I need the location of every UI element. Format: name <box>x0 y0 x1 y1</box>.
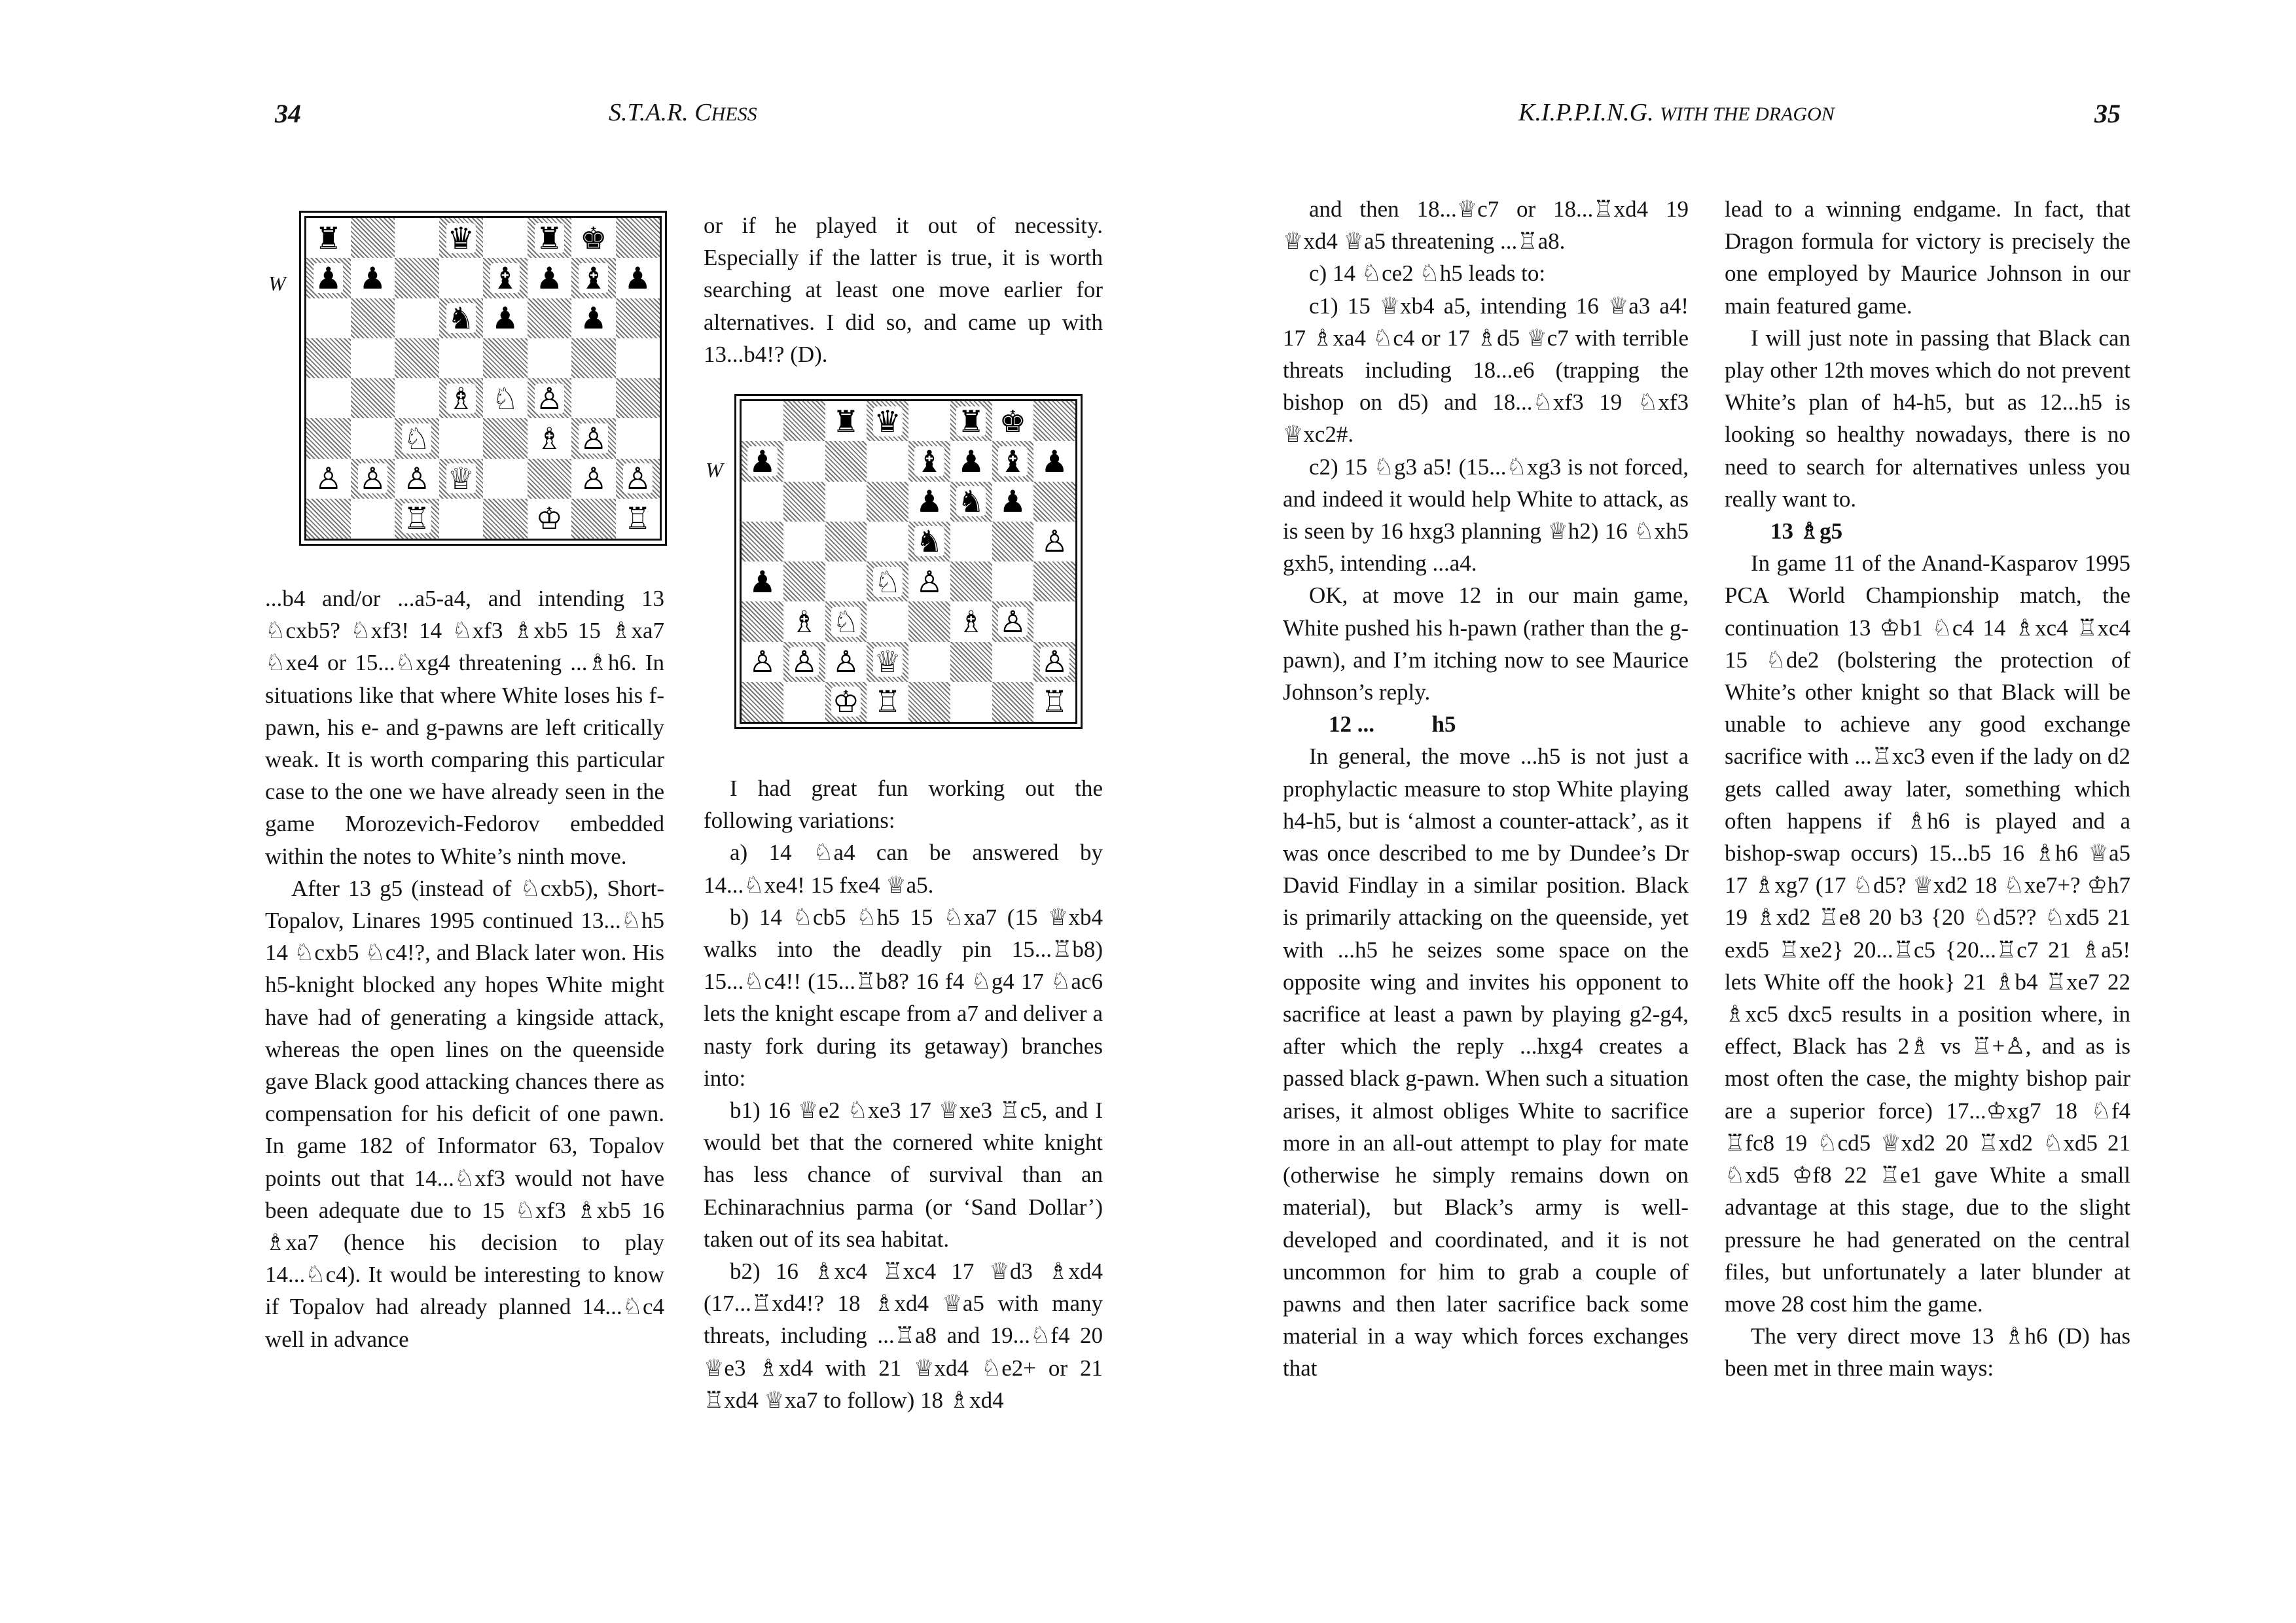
black-king-icon: ♚ <box>580 220 607 256</box>
board-square <box>783 601 825 641</box>
board-square <box>742 522 783 562</box>
board-square <box>351 218 395 258</box>
board-square <box>1033 441 1075 481</box>
board-square <box>992 562 1034 601</box>
board-square <box>1033 522 1075 562</box>
black-pawn-icon: ♟ <box>359 260 386 296</box>
board-square <box>908 401 950 441</box>
white-pawn-icon: ♙ <box>749 644 776 680</box>
white-bishop-icon: ♗ <box>535 420 563 456</box>
white-knight-icon: ♘ <box>874 563 901 599</box>
board-square <box>571 258 616 298</box>
board-square <box>1033 562 1075 601</box>
chess-diagram-2 <box>740 399 1077 724</box>
move-heading: 13 ♗g5 <box>1770 518 1843 544</box>
paragraph: In general, the move ...h5 is not just a prophylactic measure to stop White playing h4-h5, but is ‘almost a counter-attack’, as it was once described to me by Dundee’s Dr David Findlay in a similar position. Black is primarily attacking on the queenside, yet with ...h5 he seizes some space on the opposite wing and invites his opponent to sacrifice at least a pawn by playing g2-g4, after which the reply ...hxg4 creates a passed black g-pawn. When such a situation arises, it almost obliges White to sacrifice more in an all-out attempt to play for mate (otherwise he simply remains down on material), but Black’s army is well-developed and coordinated, and it is not uncommon for him to grab a couple of pawns and then later sacrifice back some material in a way which forces exchanges that <box>1283 743 1689 1382</box>
board-square <box>783 522 825 562</box>
board-square <box>616 499 660 539</box>
white-rook-icon: ♖ <box>624 501 651 537</box>
board-square <box>306 218 351 258</box>
board-square <box>395 258 439 298</box>
board-square <box>992 401 1034 441</box>
white-pawn-icon: ♙ <box>916 563 943 599</box>
black-bishop-icon: ♝ <box>999 443 1026 479</box>
paragraph: OK, at move 12 in our main game, White pushed his h-pawn (rather than the g-pawn), and I’m itching now to see Maurice Johnson’s reply. <box>1283 582 1689 705</box>
board-square <box>616 378 660 418</box>
paragraph: and then 18...♕c7 or 18...♖xd4 19 ♕xd4 ♕a5 threatening ...♖a8. <box>1283 196 1689 255</box>
board-square <box>483 499 528 539</box>
board-square <box>306 459 351 499</box>
paragraph: c1) 15 ♕xb4 a5, intending 16 ♕a3 a4! 17 ♗xa4 ♘c4 or 17 ♗d5 ♕c7 with terrible threats including 18...e6 (trapping the bishop on d5) and 18...♘xf3 19 ♘xf3 ♕xc2#. <box>1283 293 1689 448</box>
board-square <box>306 378 351 418</box>
black-rook-icon: ♜ <box>535 220 563 256</box>
white-bishop-icon: ♗ <box>958 603 985 639</box>
board-square <box>1033 482 1075 522</box>
board-square <box>351 418 395 458</box>
board-square <box>908 441 950 481</box>
board-square <box>395 418 439 458</box>
black-pawn-icon: ♟ <box>624 260 651 296</box>
board-square <box>528 298 572 338</box>
board-square <box>950 642 992 682</box>
paragraph: ...b4 and/or ...a5-a4, and intending 13 ♘cxb5? ♘xf3! 14 ♘xf3 ♗xb5 15 ♗xa7 ♘xe4 or 15...♘xg4 threatening ...♗h6. In situations like that where White loses his f-pawn, his e- and g-pawns are left critically weak. It is worth comparing this particular case to the one we have already seen in the game Morozevich-Fedorov embedded within the notes to White’s ninth move. <box>265 586 664 869</box>
board-square <box>783 682 825 722</box>
black-pawn-icon: ♟ <box>999 484 1026 520</box>
board-square <box>351 378 395 418</box>
right-col1 <box>1283 193 1689 1385</box>
board-square <box>825 562 867 601</box>
board-square <box>439 459 484 499</box>
board-square <box>351 338 395 378</box>
board-square <box>616 338 660 378</box>
black-bishop-icon: ♝ <box>580 260 607 296</box>
board-square <box>867 441 908 481</box>
board-square <box>439 499 484 539</box>
black-queen-icon: ♛ <box>874 403 901 439</box>
black-pawn-icon: ♟ <box>916 484 943 520</box>
board-square <box>950 562 992 601</box>
black-pawn-icon: ♟ <box>958 443 985 479</box>
board-square <box>351 499 395 539</box>
white-queen-icon: ♕ <box>447 461 475 497</box>
board-square <box>395 499 439 539</box>
board-square <box>571 218 616 258</box>
diagram2-label: W <box>706 458 723 482</box>
black-knight-icon: ♞ <box>916 524 943 560</box>
board-square <box>992 642 1034 682</box>
black-bishop-icon: ♝ <box>916 443 943 479</box>
white-pawn-icon: ♙ <box>624 461 651 497</box>
board-square <box>571 298 616 338</box>
white-knight-icon: ♘ <box>403 420 431 456</box>
board-square <box>825 601 867 641</box>
board-square <box>867 682 908 722</box>
board-square <box>571 459 616 499</box>
paragraph: b2) 16 ♗xc4 ♖xc4 17 ♕d3 ♗xd4 (17...♖xd4!? 18 ♗xd4 ♕a5 with many threats, including ...♖a8 and 19...♘f4 20 ♕e3 ♗xd4 with 21 ♕xd4 ♘e2+ or 21 ♖xd4 ♕xa7 to follow) 18 ♗xd4 <box>704 1258 1103 1413</box>
board-square <box>395 378 439 418</box>
paragraph: I had great fun working out the following variations: <box>704 776 1103 834</box>
board-square <box>395 459 439 499</box>
board-square <box>992 441 1034 481</box>
board-square <box>867 562 908 601</box>
black-pawn-icon: ♟ <box>315 260 342 296</box>
board-square <box>616 218 660 258</box>
board-square <box>992 682 1034 722</box>
board-square <box>395 218 439 258</box>
board-square <box>992 601 1034 641</box>
board-square <box>306 298 351 338</box>
white-rook-icon: ♖ <box>1041 684 1068 720</box>
board-square <box>528 258 572 298</box>
white-pawn-icon: ♙ <box>999 603 1026 639</box>
board-square <box>908 562 950 601</box>
board-square <box>742 482 783 522</box>
board-square <box>867 601 908 641</box>
board-square <box>783 482 825 522</box>
white-pawn-icon: ♙ <box>403 461 431 497</box>
board-square <box>306 418 351 458</box>
black-pawn-icon: ♟ <box>1041 443 1068 479</box>
board-square <box>950 441 992 481</box>
board-square <box>483 378 528 418</box>
board-square <box>867 522 908 562</box>
paragraph: b) 14 ♘cb5 ♘h5 15 ♘xa7 (15 ♕xb4 walks into the deadly pin 15...♖b8) 15...♘c4!! (15...♖b8? 16 f4 ♘g4 17 ♘ac6 lets the knight escape from a7 and deliver a nasty fork during its getaway) branches into: <box>704 904 1103 1091</box>
board-square <box>351 258 395 298</box>
board-square <box>742 642 783 682</box>
paragraph: After 13 g5 (instead of ♘cxb5), Short-Topalov, Linares 1995 continued 13...♘h5 14 ♘cxb5 ♘c4!?, and Black later won. His h5-knight blocked any hopes White might have had of generating a kingside attack, whereas the open lines on the queenside gave Black good attacking chances there as compensation for his deficit of one pawn. In game 182 of Informator 63, Topalov points out that 14...♘xf3 would not have been adequate due to 15 ♘xf3 ♗xb5 16 ♗xa7 (hence his decision to play 14...♘c4). It would be interesting to know if Topalov had already planned 14...♘c4 well in advance <box>265 875 664 1352</box>
board-square <box>306 258 351 298</box>
board-square <box>825 522 867 562</box>
board-square <box>908 522 950 562</box>
board-square <box>616 418 660 458</box>
board-square <box>1033 401 1075 441</box>
board-square <box>742 562 783 601</box>
board-square <box>908 482 950 522</box>
left-col2-top <box>704 209 1103 370</box>
board-square <box>950 682 992 722</box>
board-square <box>528 378 572 418</box>
white-rook-icon: ♖ <box>874 684 901 720</box>
board-square <box>783 562 825 601</box>
white-king-icon: ♔ <box>535 501 563 537</box>
board-square <box>528 218 572 258</box>
paragraph: a) 14 ♘a4 can be answered by 14...♘xe4! 15 fxe4 ♕a5. <box>704 840 1103 898</box>
board-square <box>616 258 660 298</box>
white-pawn-icon: ♙ <box>315 461 342 497</box>
left-running-head: S.T.A.R. CHESS <box>609 99 757 126</box>
diagram1-label: W <box>268 272 286 295</box>
board-square <box>867 482 908 522</box>
white-queen-icon: ♕ <box>874 644 901 680</box>
board-square <box>950 482 992 522</box>
black-rook-icon: ♜ <box>832 403 859 439</box>
board-square <box>1033 642 1075 682</box>
white-bishop-icon: ♗ <box>447 380 475 416</box>
board-square <box>439 258 484 298</box>
board-square <box>742 401 783 441</box>
white-pawn-icon: ♙ <box>359 461 386 497</box>
board-square <box>439 298 484 338</box>
board-square <box>950 522 992 562</box>
board-square <box>825 482 867 522</box>
board-square <box>908 642 950 682</box>
board-square <box>742 441 783 481</box>
board-square <box>783 401 825 441</box>
board-square <box>825 682 867 722</box>
paragraph: c) 14 ♘ce2 ♘h5 leads to: <box>1309 260 1546 287</box>
board-square <box>992 482 1034 522</box>
board-square <box>483 258 528 298</box>
board-square <box>571 418 616 458</box>
black-pawn-icon: ♟ <box>535 260 563 296</box>
white-knight-icon: ♘ <box>832 603 859 639</box>
white-pawn-icon: ♙ <box>791 644 818 680</box>
board-square <box>867 401 908 441</box>
board-square <box>306 338 351 378</box>
black-pawn-icon: ♟ <box>749 563 776 599</box>
board-square <box>439 378 484 418</box>
board-square <box>825 401 867 441</box>
black-pawn-icon: ♟ <box>580 300 607 336</box>
black-rook-icon: ♜ <box>315 220 342 256</box>
white-rook-icon: ♖ <box>403 501 431 537</box>
board-square <box>867 642 908 682</box>
board-square <box>783 441 825 481</box>
board-square <box>483 459 528 499</box>
black-queen-icon: ♛ <box>447 220 475 256</box>
black-pawn-icon: ♟ <box>492 300 519 336</box>
chess-diagram-1 <box>304 216 662 541</box>
board-square <box>439 418 484 458</box>
board-square <box>992 522 1034 562</box>
board-square <box>1033 682 1075 722</box>
board-square <box>742 682 783 722</box>
board-square <box>950 601 992 641</box>
white-pawn-icon: ♙ <box>580 420 607 456</box>
paragraph: c2) 15 ♘g3 a5! (15...♘xg3 is not forced, and indeed it would help White to attack, as is seen by 16 hxg3 planning ♕h2) 16 ♘xh5 gxh5, intending ...a4. <box>1283 454 1689 577</box>
board-square <box>950 401 992 441</box>
white-pawn-icon: ♙ <box>832 644 859 680</box>
board-square <box>528 499 572 539</box>
board-square <box>528 338 572 378</box>
black-knight-icon: ♞ <box>958 484 985 520</box>
right-col2 <box>1725 193 2130 1385</box>
board-square <box>483 298 528 338</box>
board-square <box>571 499 616 539</box>
board-square <box>571 338 616 378</box>
board-square <box>483 418 528 458</box>
board-square <box>351 298 395 338</box>
board-square <box>1033 601 1075 641</box>
board-square <box>395 338 439 378</box>
white-knight-icon: ♘ <box>492 380 519 416</box>
white-pawn-icon: ♙ <box>580 461 607 497</box>
left-col1 <box>265 582 664 1355</box>
white-pawn-icon: ♙ <box>1041 644 1068 680</box>
black-rook-icon: ♜ <box>958 403 985 439</box>
board-square <box>439 338 484 378</box>
right-running-head: K.I.P.P.I.N.G. WITH THE DRAGON <box>1518 99 1835 126</box>
white-pawn-icon: ♙ <box>1041 524 1068 560</box>
paragraph: In game 11 of the Anand-Kasparov 1995 PCA World Championship match, the continuation 13 ♔b1 ♘c4 14 ♗xc4 ♖xc4 15 ♘de2 (bolstering the protection of White’s other knight so that Black will be unable to achieve any good exchange sacrifice with ...♖xc3 even if the lady on d2 gets called away later, something which often happens if ♗h6 is played and a bishop-swap occurs) 15...b5 16 ♗h6 ♕a5 17 ♗xg7 (17 ♘d5? ♕xd2 18 ♘xe7+? ♔h7 19 ♗xd2 ♖e8 20 b3 {20 ♘d5?? ♘xd5 21 exd5 ♖xe2} 20...♖c5 {20...♖c7 21 ♗a5! lets White off the hook} 21 ♗b4 ♖xe7 22 ♗xc5 dxc5 results in a position where, in effect, Black has 2♗ vs ♖+♙, and as is most often the case, the mighty bishop pair are a superior force) 17...♔xg7 18 ♘f4 ♖fc8 19 ♘cd5 ♕xd2 20 ♖xd2 ♘xd5 21 ♘xd5 ♔f8 22 ♖e1 gave White a small advantage at this stage, due to the slight pressure he had generated on the central files, but unfortunately a later blunder at move 28 cost him the game. <box>1725 550 2130 1317</box>
board-square <box>306 499 351 539</box>
board-square <box>351 459 395 499</box>
move-heading: 12 ... h5 <box>1329 711 1456 738</box>
board-square <box>528 459 572 499</box>
board-square <box>483 338 528 378</box>
black-king-icon: ♚ <box>999 403 1026 439</box>
white-bishop-icon: ♗ <box>791 603 818 639</box>
white-pawn-icon: ♙ <box>535 380 563 416</box>
board-square <box>742 601 783 641</box>
board-square <box>439 218 484 258</box>
board-square <box>908 682 950 722</box>
board-square <box>825 642 867 682</box>
board-square <box>908 601 950 641</box>
paragraph: or if he played it out of necessity. Especially if the latter is true, it is worth searching at least one move earlier for alternatives. I did so, and came up with 13...b4!? (D). <box>704 213 1103 367</box>
paragraph: The very direct move 13 ♗h6 (D) has been met in three main ways: <box>1725 1323 2130 1382</box>
board-square <box>571 378 616 418</box>
board-square <box>483 218 528 258</box>
white-king-icon: ♔ <box>832 684 859 720</box>
black-pawn-icon: ♟ <box>749 443 776 479</box>
board-square <box>783 642 825 682</box>
left-page-number: 34 <box>275 99 301 128</box>
board-square <box>528 418 572 458</box>
left-col2 <box>704 772 1103 1416</box>
board-square <box>395 298 439 338</box>
paragraph: b1) 16 ♕e2 ♘xe3 17 ♕xe3 ♖c5, and I would bet that the cornered white knight has less chance of survival than an Echinarachnius parma (or ‘Sand Dollar’) taken out of its sea habitat. <box>704 1097 1103 1252</box>
board-square <box>825 441 867 481</box>
black-bishop-icon: ♝ <box>492 260 519 296</box>
paragraph: lead to a winning endgame. In fact, that Dragon formula for victory is precisely the one employed by Maurice Johnson in our main featured game. <box>1725 196 2130 319</box>
black-knight-icon: ♞ <box>447 300 475 336</box>
right-page-number: 35 <box>2094 99 2121 128</box>
paragraph: I will just note in passing that Black can play other 12th moves which do not prevent White’s plan of h4-h5, but as 12...h5 is looking so healthy nowadays, there is no need to search for alternatives unless you really want to. <box>1725 325 2130 512</box>
board-square <box>616 298 660 338</box>
board-square <box>616 459 660 499</box>
